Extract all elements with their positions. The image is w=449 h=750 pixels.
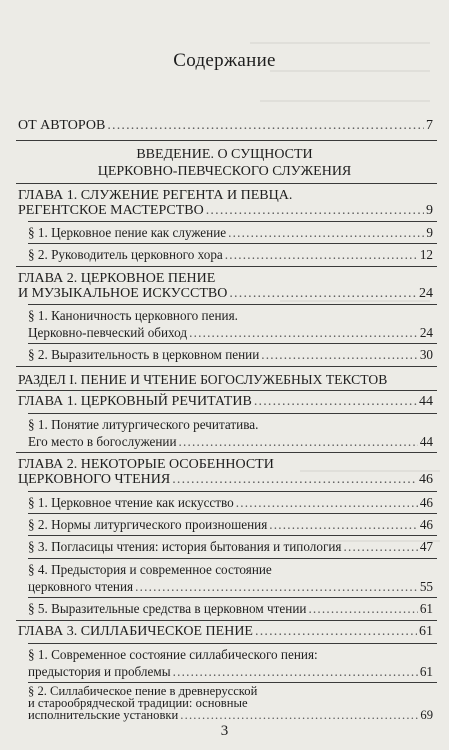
divider bbox=[16, 452, 437, 453]
toc-entry-section[interactable] bbox=[28, 495, 433, 511]
entry-text: И МУЗЫКАЛЬНОЕ ИСКУССТВО bbox=[18, 286, 228, 301]
entry-page: 7 bbox=[426, 118, 433, 133]
entry-page: 24 bbox=[419, 286, 433, 301]
divider bbox=[28, 304, 437, 305]
entry-page: 12 bbox=[419, 247, 433, 262]
toc-entry-section[interactable] bbox=[28, 434, 433, 450]
divider bbox=[16, 266, 437, 267]
entry-text: § 2. Выразительность в церковном пении bbox=[28, 347, 260, 362]
entry-page: 44 bbox=[419, 394, 433, 409]
entry-text: § 1. Современное состояние силлабического пения: bbox=[28, 647, 318, 662]
divider bbox=[28, 643, 437, 644]
entry-page: 69 bbox=[420, 708, 433, 722]
intro-heading-line2: ЦЕРКОВНО-ПЕВЧЕСКОГО СЛУЖЕНИЯ bbox=[97, 164, 352, 179]
page-title: Содержание bbox=[173, 50, 276, 71]
entry-text: § 3. Погласицы чтения: история бытования и типология bbox=[28, 539, 342, 554]
entry-text: § 2. Руководитель церковного хора bbox=[28, 247, 223, 262]
divider bbox=[28, 413, 437, 414]
toc-entry-chapter[interactable] bbox=[18, 624, 433, 640]
entry-page: 46 bbox=[419, 495, 433, 510]
entry-page: 61 bbox=[419, 664, 433, 679]
chapter-heading: ГЛАВА 2. НЕКОТОРЫЕ ОСОБЕННОСТИ bbox=[18, 457, 274, 472]
divider bbox=[16, 183, 437, 184]
toc-entry-chapter[interactable] bbox=[18, 203, 433, 219]
entry-page: 24 bbox=[419, 325, 433, 340]
divider bbox=[28, 597, 437, 598]
entry-text: § 2. Нормы литургического произношения bbox=[28, 517, 268, 532]
entry-text: § 4. Предыстория и современное состояние bbox=[28, 562, 272, 577]
divider bbox=[28, 682, 437, 683]
entry-text: и старообрядческой традиции: основные bbox=[28, 696, 248, 710]
divider bbox=[28, 535, 437, 536]
entry-text: предыстория и проблемы bbox=[28, 664, 171, 679]
toc-entry-section[interactable] bbox=[28, 709, 433, 722]
divider bbox=[28, 513, 437, 514]
toc-entry-section[interactable] bbox=[28, 664, 433, 680]
entry-page: 61 bbox=[419, 601, 433, 616]
entry-page: 44 bbox=[419, 434, 433, 449]
entry-text: § 1. Церковное чтение как искусство bbox=[28, 495, 234, 510]
entry-page: 9 bbox=[426, 225, 433, 240]
toc-entry-section[interactable] bbox=[28, 601, 433, 617]
chapter-heading: ГЛАВА 1. СЛУЖЕНИЕ РЕГЕНТА И ПЕВЦА. bbox=[18, 188, 293, 203]
entry-text: ГЛАВА 1. ЦЕРКОВНЫЙ РЕЧИТАТИВ bbox=[18, 394, 252, 409]
entry-page: 46 bbox=[419, 472, 433, 487]
entry-page: 9 bbox=[426, 203, 433, 218]
entry-text: церковного чтения bbox=[28, 579, 134, 594]
entry-page: 47 bbox=[419, 539, 433, 554]
divider bbox=[28, 243, 437, 244]
divider bbox=[28, 343, 437, 344]
page-number: 3 bbox=[220, 723, 229, 739]
entry-text: § 1. Церковное пение как служение bbox=[28, 225, 227, 240]
entry-text: § 5. Выразительные средства в церковном чтении bbox=[28, 601, 307, 616]
toc-entry-section-line bbox=[28, 562, 433, 578]
entry-text: РЕГЕНТСКОЕ МАСТЕРСТВО bbox=[18, 203, 204, 218]
entry-page: 46 bbox=[419, 517, 433, 532]
toc-entry-section-line bbox=[28, 647, 433, 663]
divider bbox=[28, 558, 437, 559]
divider bbox=[16, 620, 437, 621]
part-heading: РАЗДЕЛ I. ПЕНИЕ И ЧТЕНИЕ БОГОСЛУЖЕБНЫХ ТЕКСТОВ bbox=[18, 372, 388, 387]
toc-entry-authors[interactable] bbox=[18, 118, 433, 134]
entry-text: ГЛАВА 3. СИЛЛАБИЧЕСКОЕ ПЕНИЕ bbox=[18, 624, 253, 639]
divider bbox=[28, 221, 437, 222]
divider bbox=[16, 140, 437, 141]
entry-text: § 2. Силлабическое пение в древнерусской bbox=[28, 684, 258, 698]
entry-page: 30 bbox=[419, 347, 433, 362]
divider bbox=[16, 366, 437, 367]
entry-text: ЦЕРКОВНОГО ЧТЕНИЯ bbox=[18, 472, 171, 487]
toc-entry-section[interactable] bbox=[28, 539, 433, 555]
entry-page: 55 bbox=[419, 579, 433, 594]
entry-text: исполнительские установки bbox=[28, 708, 179, 722]
toc-entry-section-line bbox=[28, 417, 433, 433]
entry-text: ОТ АВТОРОВ bbox=[18, 118, 106, 133]
toc-entry-section[interactable] bbox=[28, 225, 433, 241]
intro-heading-line1: ВВЕДЕНИЕ. О СУЩНОСТИ bbox=[136, 147, 313, 162]
entry-text: § 1. Понятие литургического речитатива. bbox=[28, 417, 259, 432]
chapter-heading: ГЛАВА 2. ЦЕРКОВНОЕ ПЕНИЕ bbox=[18, 271, 216, 286]
entry-text: Церковно-певческий обиход bbox=[28, 325, 188, 340]
toc-entry-section-line bbox=[28, 308, 433, 324]
divider bbox=[28, 491, 437, 492]
toc-entry-chapter[interactable] bbox=[18, 472, 433, 488]
toc-entry-chapter[interactable] bbox=[18, 394, 433, 410]
toc-entry-section[interactable] bbox=[28, 517, 433, 533]
divider bbox=[16, 390, 437, 391]
toc-entry-section[interactable] bbox=[28, 347, 433, 363]
entry-page: 61 bbox=[419, 624, 433, 639]
entry-text: § 1. Каноничность церковного пения. bbox=[28, 308, 238, 323]
entry-text: Его место в богослужении bbox=[28, 434, 177, 449]
toc-entry-section[interactable] bbox=[28, 247, 433, 263]
toc-entry-section[interactable] bbox=[28, 579, 433, 595]
toc-entry-section[interactable] bbox=[28, 325, 433, 341]
toc-entry-chapter[interactable] bbox=[18, 286, 433, 302]
